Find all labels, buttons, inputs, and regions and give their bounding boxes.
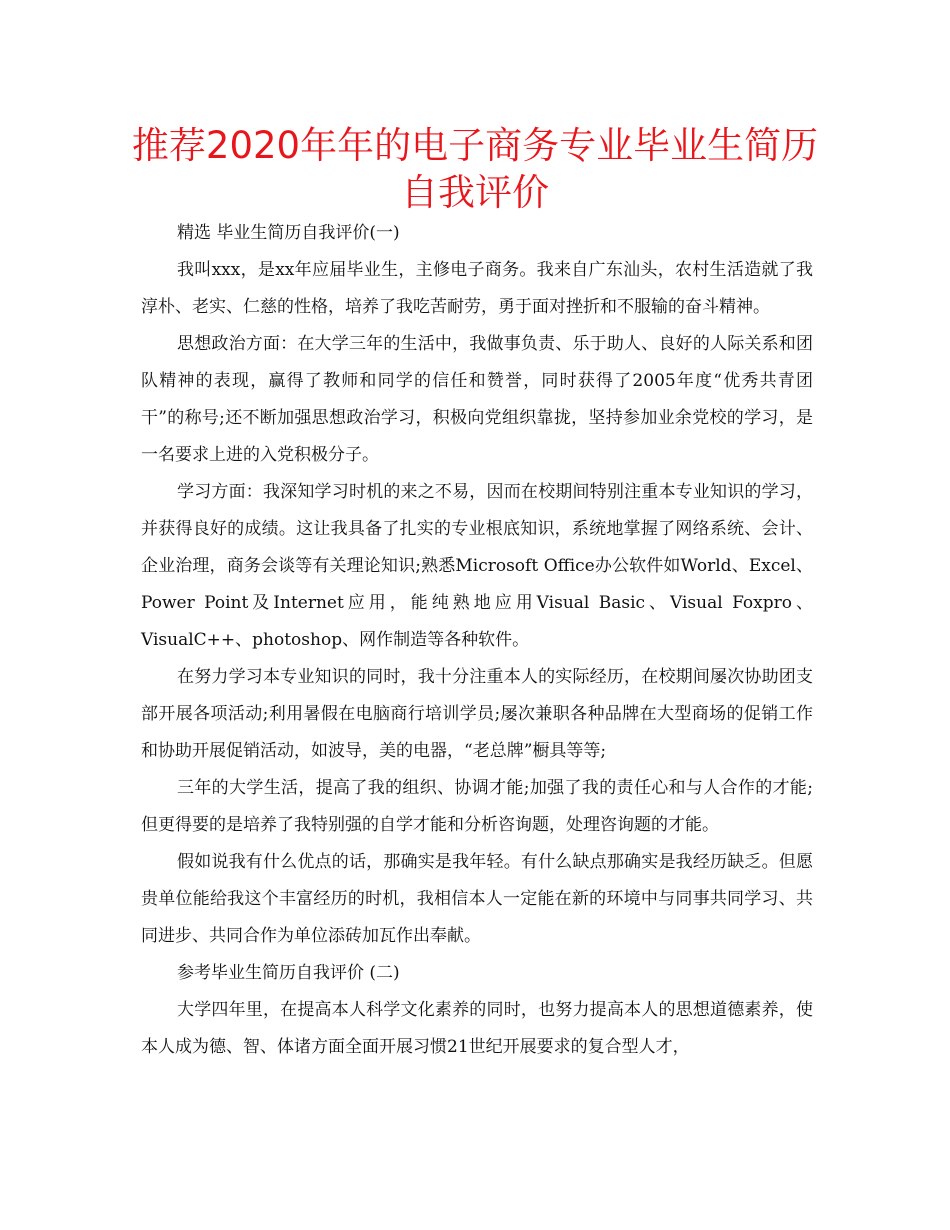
section-heading-2: 参考毕业生简历自我评价 (二): [177, 963, 400, 983]
paragraph: 三年的大学生活，提高了我的组织、协调才能;加强了我的责任心和与人合作的才能;但更得要的是培养了我特别强的自学才能和分析咨询题，处理咨询题的才能。: [141, 778, 813, 835]
paragraph: 思想政治方面：在大学三年的生活中，我做事负责、乐于助人、良好的人际关系和团队精神的表现，赢得了教师和同学的信任和赞誉，同时获得了2005年度“优秀共青团干”的称号;还不断加强思想政治学习，积极向党组织靠拢，坚持参加业余党校的学习，是一名要求上进的入党积极分子。: [141, 334, 813, 465]
document-body: [141, 215, 813, 1066]
paragraph: 大学四年里，在提高本人科学文化素养的同时，也努力提高本人的思想道德素养，使本人成为德、智、体诸方面全面开展习惯21世纪开展要求的复合型人才，: [141, 1000, 813, 1057]
section-heading-1: 精选 毕业生简历自我评价(一): [177, 223, 400, 243]
document-title: 推荐2020年年的电子商务专业毕业生简历自我评价: [131, 124, 819, 214]
paragraph: 学习方面：我深知学习时机的来之不易，因而在校期间特别注重本专业知识的学习，并获得良好的成绩。这让我具备了扎实的专业根底知识，系统地掌握了网络系统、会计、企业治理，商务会谈等有关理论知识;熟悉Microsoft Office办公软件如World、Excel、Power Point及Internet应用，能纯熟地应用Visual Basic、Visual Foxpro、VisualC++、photoshop、网作制造等各种软件。: [141, 482, 813, 650]
paragraph: 假如说我有什么优点的话，那确实是我年轻。有什么缺点那确实是我经历缺乏。但愿贵单位能给我这个丰富经历的时机，我相信本人一定能在新的环境中与同事共同学习、共同进步、共同合作为单位添砖加瓦作出奉献。: [141, 852, 813, 946]
paragraph: 在努力学习本专业知识的同时，我十分注重本人的实际经历，在校期间屡次协助团支部开展各项活动;利用暑假在电脑商行培训学员;屡次兼职各种品牌在大型商场的促销工作和协助开展促销活动，如波导，美的电器，“老总牌”橱具等等;: [141, 667, 813, 761]
paragraph: 我叫xxx，是xx年应届毕业生，主修电子商务。我来自广东汕头，农村生活造就了我淳朴、老实、仁慈的性格，培养了我吃苦耐劳，勇于面对挫折和不服输的奋斗精神。: [141, 260, 813, 317]
